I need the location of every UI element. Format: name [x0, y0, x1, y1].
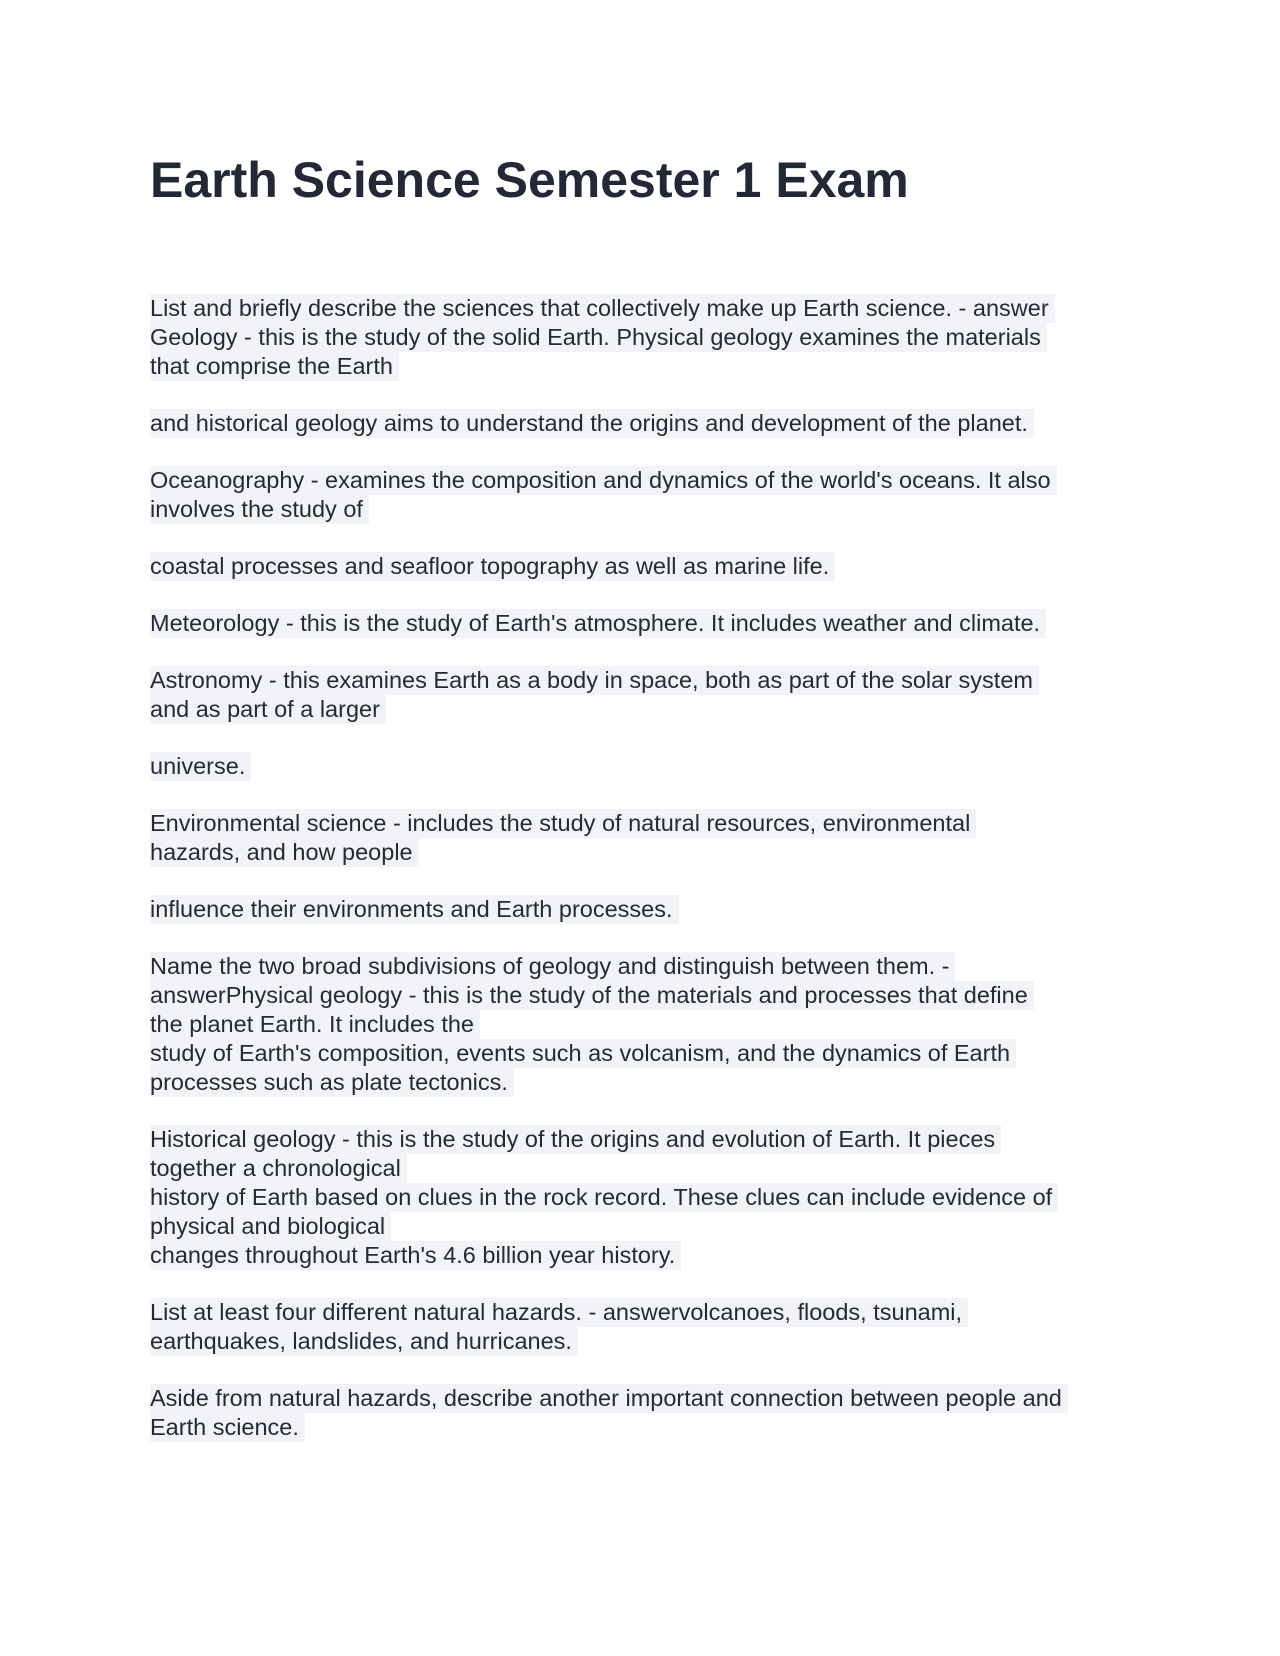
- text-line: Astronomy - this examines Earth as a body in space, both as part of the solar system: [150, 666, 1039, 695]
- paragraph-gap: [150, 867, 1150, 895]
- text-line: coastal processes and seafloor topography as well as marine life.: [150, 552, 835, 581]
- text-line: List and briefly describe the sciences that collectively make up Earth science. - answer: [150, 294, 1055, 323]
- paragraph-gap: [150, 638, 1150, 666]
- paragraph: [150, 952, 1150, 1097]
- text-line: that comprise the Earth: [150, 352, 399, 381]
- text-line: together a chronological: [150, 1154, 407, 1183]
- paragraph-gap: [150, 724, 1150, 752]
- text-line: the planet Earth. It includes the: [150, 1010, 480, 1039]
- paragraph-gap: [150, 924, 1150, 952]
- text-line: influence their environments and Earth processes.: [150, 895, 679, 924]
- paragraph-gap: [150, 524, 1150, 552]
- text-line: involves the study of: [150, 495, 369, 524]
- text-line: and historical geology aims to understand the origins and development of the planet.: [150, 409, 1034, 438]
- text-line: hazards, and how people: [150, 838, 419, 867]
- text-line: earthquakes, landslides, and hurricanes.: [150, 1327, 578, 1356]
- paragraph: [150, 552, 1150, 581]
- text-line: study of Earth's composition, events such as volcanism, and the dynamics of Earth: [150, 1039, 1016, 1068]
- paragraph: [150, 1384, 1150, 1442]
- text-line: Earth science.: [150, 1413, 305, 1442]
- paragraph-gap: [150, 381, 1150, 409]
- text-line: Environmental science - includes the study of natural resources, environmental: [150, 809, 976, 838]
- paragraph-gap: [150, 581, 1150, 609]
- paragraph: [150, 752, 1150, 781]
- document-body: [150, 294, 1150, 1442]
- paragraph-gap: [150, 781, 1150, 809]
- text-line: Historical geology - this is the study of the origins and evolution of Earth. It pieces: [150, 1125, 1001, 1154]
- paragraph: [150, 1298, 1150, 1356]
- document-title: Earth Science Semester 1 Exam: [150, 152, 909, 208]
- text-line: Name the two broad subdivisions of geology and distinguish between them. -: [150, 952, 955, 981]
- text-line: changes throughout Earth's 4.6 billion year history.: [150, 1241, 681, 1270]
- text-line: answerPhysical geology - this is the study of the materials and processes that define: [150, 981, 1034, 1010]
- text-line: and as part of a larger: [150, 695, 386, 724]
- paragraph: [150, 895, 1150, 924]
- paragraph: [150, 609, 1150, 638]
- paragraph: [150, 409, 1150, 438]
- paragraph: [150, 466, 1150, 524]
- text-line: Geology - this is the study of the solid Earth. Physical geology examines the materials: [150, 323, 1047, 352]
- paragraph: [150, 809, 1150, 867]
- text-line: universe.: [150, 752, 251, 781]
- text-line: processes such as plate tectonics.: [150, 1068, 514, 1097]
- paragraph: [150, 294, 1150, 381]
- paragraph: [150, 1125, 1150, 1270]
- text-line: Meteorology - this is the study of Earth's atmosphere. It includes weather and climate.: [150, 609, 1046, 638]
- text-line: Oceanography - examines the composition and dynamics of the world's oceans. It also: [150, 466, 1057, 495]
- paragraph-gap: [150, 1270, 1150, 1298]
- paragraph-gap: [150, 1356, 1150, 1384]
- paragraph: [150, 666, 1150, 724]
- paragraph-gap: [150, 1097, 1150, 1125]
- text-line: Aside from natural hazards, describe another important connection between people and: [150, 1384, 1068, 1413]
- text-line: List at least four different natural hazards. - answervolcanoes, floods, tsunami,: [150, 1298, 968, 1327]
- text-line: physical and biological: [150, 1212, 391, 1241]
- paragraph-gap: [150, 438, 1150, 466]
- text-line: history of Earth based on clues in the rock record. These clues can include evidence of: [150, 1183, 1058, 1212]
